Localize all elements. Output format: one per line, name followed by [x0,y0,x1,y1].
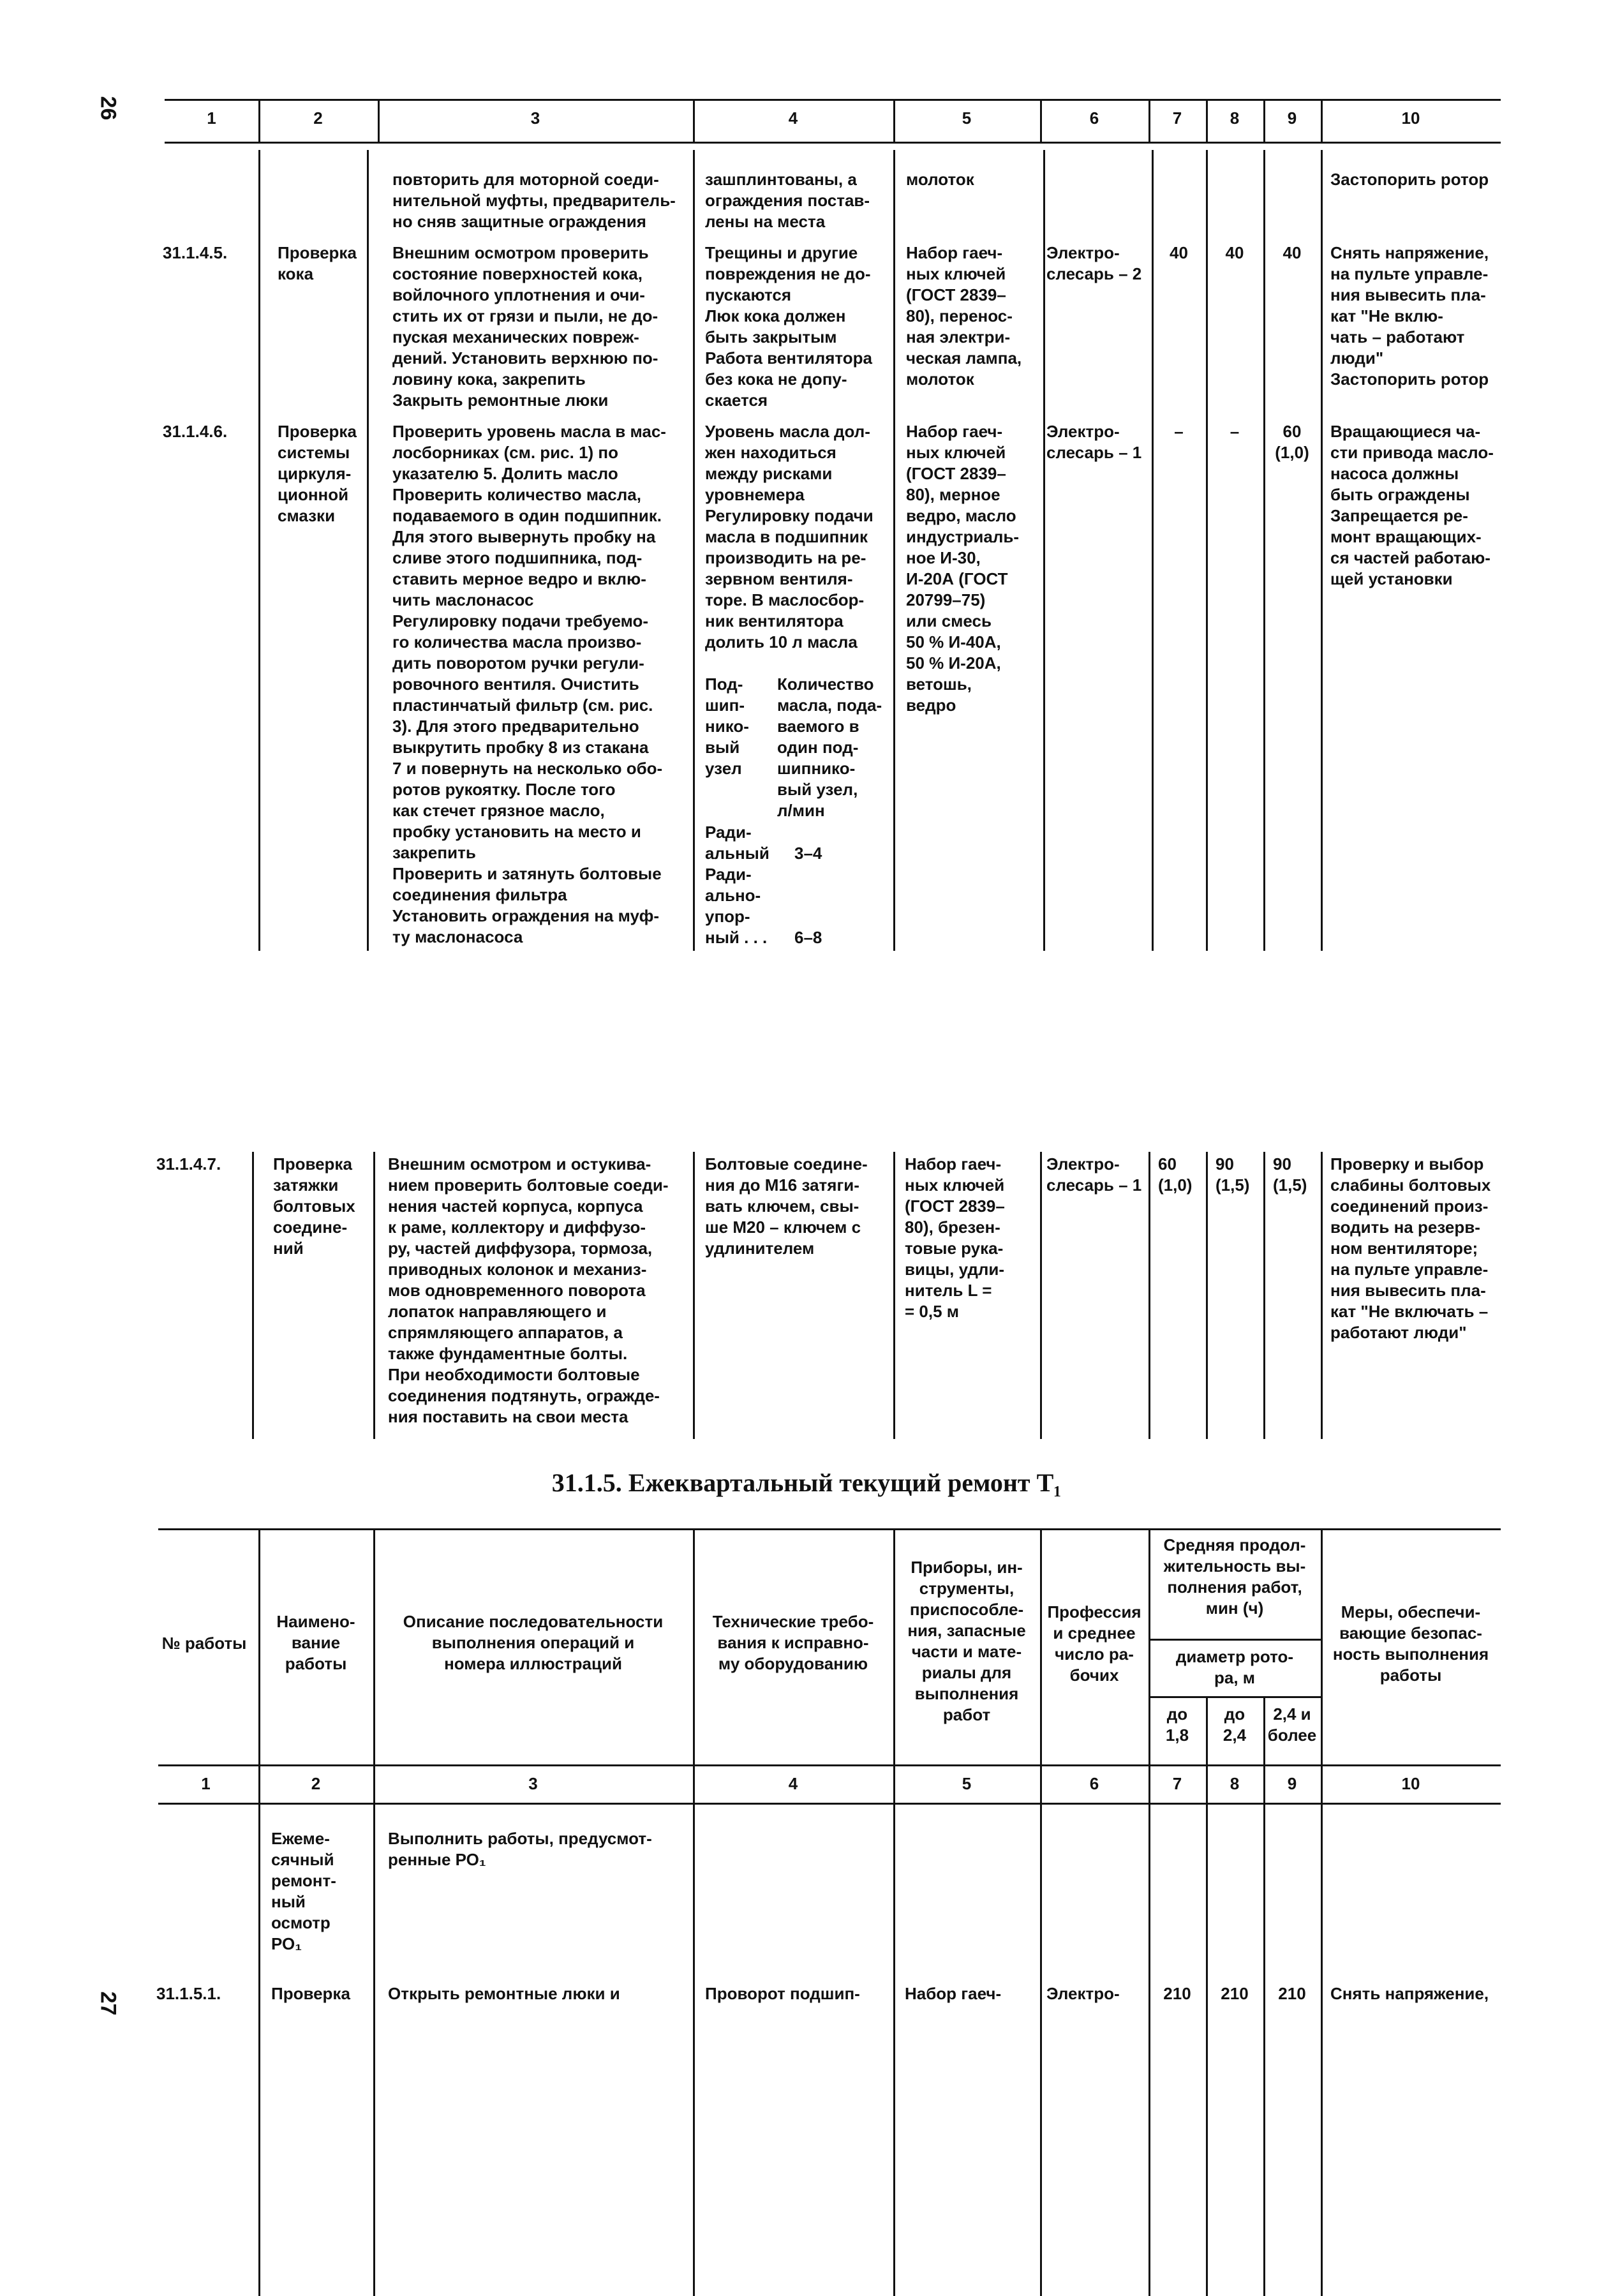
lower-row1-time-b: 210 [1221,1984,1249,2003]
col-number-4: 4 [788,1774,798,1793]
header-profession: Профессия и среднее число ра- бочих [1047,1602,1141,1685]
row3-tools: Набор гаеч- ных ключей (ГОСТ 2839– 80), брезен- товые рука- вицы, удли- нитель L = = 0,5 м [905,1154,1005,1321]
row2-time-a: – [1174,422,1184,441]
rule-line [165,99,1501,101]
row3-requirements: Болтовые соедине- ния до М16 затяги- вать ключем, свы- ше М20 – ключем с удлинителем [705,1154,868,1258]
rule-line [1148,1696,1321,1698]
col-number-10: 10 [1401,108,1420,128]
col-number-3: 3 [528,1774,538,1793]
col-number-9: 9 [1287,1774,1297,1793]
subtable-row1-right: 3–4 [794,844,822,863]
col-number-8: 8 [1230,1774,1240,1793]
row3-number: 31.1.4.7. [156,1154,221,1174]
col-number-1: 1 [201,1774,211,1793]
column-divider [367,150,369,951]
column-divider [373,1152,375,1439]
subtable-row2-left: Ради- ально- упор- ный . . . [705,865,768,947]
row1-requirements: Трещины и другие повреждения не до- пускаются Люк кока должен быть закрытым Работа вентилятора без кока не допу- скается [705,243,872,410]
header-requirements: Технические требо- вания к исправно- му оборудованию [712,1612,874,1673]
header-duration: Средняя продол- жительность вы- полнения работ, мин (ч) [1163,1535,1306,1618]
header-2-4-and-more: 2,4 и более [1267,1704,1317,1745]
row2-time-c: 60 (1,0) [1275,422,1309,462]
header-work-name: Наимено- вание работы [276,1612,355,1673]
row2-profession: Электро- слесарь – 1 [1046,422,1142,462]
row0-safety: Застопорить ротор [1330,170,1489,189]
col-number-5: 5 [962,1774,972,1793]
row2-time-b: – [1230,422,1240,441]
row2-name: Проверка системы циркуля- ционной смазки [278,422,357,525]
subtable-head-left: Под- шип- нико- вый узел [705,675,749,778]
header-safety: Меры, обеспечи- вающие безопас- ность выполнения работы [1332,1602,1489,1685]
subtable-head-right: Количество масла, пода- ваемого в один под- шипнико- вый узел, л/мин [777,675,882,820]
row3-safety: Проверку и выбор слабины болтовых соединений произ- водить на резерв- ном вентиляторе; на пульте управле- ния вывесить пла- кат "Не включать – работают люди" [1330,1154,1491,1342]
column-divider [252,1152,254,1439]
lower-row1-requirements: Проворот подшип- [705,1984,860,2003]
row0-description: повторить для моторной соеди- нительной муфты, предваритель- но сняв защитные ограждения [392,170,676,231]
col-number-6: 6 [1089,1774,1099,1793]
lower-row1-time-c: 210 [1278,1984,1306,2003]
lower-row1-number: 31.1.5.1. [156,1984,221,2003]
row2-safety: Вращающиеся ча- сти привода масло- насоса должны быть ограждены Запрещается ре- монт вращающих- ся частей работаю- щей установки [1330,422,1494,588]
row3-profession: Электро- слесарь – 1 [1046,1154,1142,1195]
col-number-1: 1 [207,108,216,128]
row2-description: Проверить уровень масла в мас- лосборниках (см. рис. 1) по указателю 5. Долить масло Проверить количество масла, подаваемого в один подшипник. Для этого вывернуть пробку на сливе этого подшипника, под- ставить мерное ведро и вклю- чить маслонасос Регулировку подачи требуемо- го количества масла произво- дить поворотом ручки регули- ровочного вентиля. Очистить пластинчатый фильтр (см. рис. 3). Для этого предварительно выкрутить пробку 8 из стакана 7 и повернуть на несколько обо- ротов рукоятку. После того как стечет грязное масло, пробку установить на место и закрепить Проверить и затянуть болтовые соединения фильтра Установить ограждения на муф- ту маслонасоса [392,422,666,946]
row1-tools: Набор гаеч- ных ключей (ГОСТ 2839– 80), перенос- ная электри- ческая лампа, молоток [906,243,1022,389]
row3-description: Внешним осмотром и остукива- нием проверить болтовые соеди- нения частей корпуса, корпуса к раме, коллектору и диффузо- ру, частей диффузора, тормоза, приводных колонок и механиз- мов одновременного поворота лопаток направляющего и спрямляющего аппаратов, а также фундаментные болты. При необходимости болтовые соединения подтянуть, огражде- ния поставить на свои места [388,1154,669,1426]
col-number-4: 4 [788,108,798,128]
subtable-row1-left: Ради- альный [705,823,769,863]
column-divider [1263,150,1265,951]
header-tools: Приборы, ин- струменты, приспособле- ния, запасные части и мате- риалы для выполнения работ [907,1558,1026,1724]
column-divider [1040,1152,1042,1439]
lower-row1-tools: Набор гаеч- [905,1984,1002,2003]
col-number-10: 10 [1401,1774,1420,1793]
row1-name: Проверка кока [278,243,357,283]
row2-number: 31.1.4.6. [163,422,228,441]
rule-line [158,1528,1501,1530]
lower-row1-description: Открыть ремонтные люки и [388,1984,620,2003]
header-upto-2-4: до 2,4 [1223,1704,1247,1745]
row1-number: 31.1.4.5. [163,243,228,262]
lower-row1-time-a: 210 [1163,1984,1191,2003]
column-divider [258,150,260,951]
lower-row1-profession: Электро- [1046,1984,1120,2003]
header-upto-1-8: до 1,8 [1165,1704,1189,1745]
col-number-2: 2 [313,108,323,128]
row0-requirements: зашплинтованы, а ограждения постав- лены на места [705,170,870,231]
col-number-3: 3 [530,108,540,128]
subtable-row2-right: 6–8 [794,928,822,947]
column-divider [693,150,695,951]
column-divider [1263,1152,1265,1439]
col-number-8: 8 [1230,108,1240,128]
col-number-7: 7 [1172,1774,1182,1793]
column-divider [1148,1530,1150,2296]
col-number-6: 6 [1089,108,1099,128]
row3-time-c: 90 (1,5) [1273,1154,1307,1195]
column-divider [1321,150,1323,951]
lower-row1-name: Проверка [271,1984,350,2003]
row1-description: Внешним осмотром проверить состояние поверхностей кока, войлочного уплотнения и очи- стить их от грязи и пыли, не до- пуская механических повреж- дений. Установить верхнюю по- ловину кока, закрепить Закрыть ремонтные люки [392,243,658,410]
column-divider [693,1152,695,1439]
rule-line [158,1803,1501,1805]
rule-line [158,1764,1501,1766]
row1-time-a: 40 [1170,243,1188,262]
row1-time-b: 40 [1225,243,1244,262]
section-title: 31.1.5. Ежеквартальный текущий ремонт Т₁ [551,1468,1062,1497]
col-number-7: 7 [1172,108,1182,128]
row3-time-a: 60 (1,0) [1158,1154,1193,1195]
row1-time-c: 40 [1282,243,1302,262]
column-divider [1152,150,1154,951]
row3-time-b: 90 (1,5) [1215,1154,1250,1195]
col-number-2: 2 [311,1774,321,1793]
row2-tools: Набор гаеч- ных ключей (ГОСТ 2839– 80), мерное ведро, масло индустриаль- ное И-30, И-20А (ГОСТ 20799–75) или смесь 50 % И-40А, 50 % И-20А, ветошь, ведро [906,422,1019,715]
rule-line [1148,1639,1321,1641]
row1-profession: Электро- слесарь – 2 [1046,243,1142,283]
row1-safety: Снять напряжение, на пульте управле- ния вывесить пла- кат "Не вклю- чать – работают люди" Застопорить ротор [1330,243,1489,389]
column-divider [1206,1152,1208,1439]
column-divider [893,150,895,951]
col-number-9: 9 [1287,108,1297,128]
header-rotor-diameter: диаметр рото- ра, м [1175,1647,1294,1687]
column-divider [1043,150,1045,951]
row3-name: Проверка затяжки болтовых соедине- ний [273,1154,355,1258]
column-divider [893,1152,895,1439]
rule-line [165,142,1501,144]
col-number-5: 5 [962,108,972,128]
lower-row1-safety: Снять напряжение, [1330,1984,1489,2003]
row0-tools: молоток [906,170,974,189]
lower-row0-name: Ежеме- сячный ремонт- ный осмотр РО₁ [271,1829,336,1953]
column-divider [1206,150,1208,951]
header-description: Описание последовательности выполнения операций и номера иллюстраций [403,1612,664,1673]
column-divider [1321,1152,1323,1439]
row2-requirements: Уровень масла дол- жен находиться между рисками уровнемера Регулировку подачи масла в подшипник производить на ре- зервном вентиля- торе. В маслосбор- ник вентилятора долить 10 л масла [705,422,873,652]
page-number-top: 26 [96,96,121,121]
column-divider [1148,1152,1150,1439]
lower-row0-description: Выполнить работы, предусмот- ренные РО₁ [388,1829,652,1869]
header-work-number: № работы [161,1634,247,1653]
page-number-bottom: 27 [96,1991,121,2016]
